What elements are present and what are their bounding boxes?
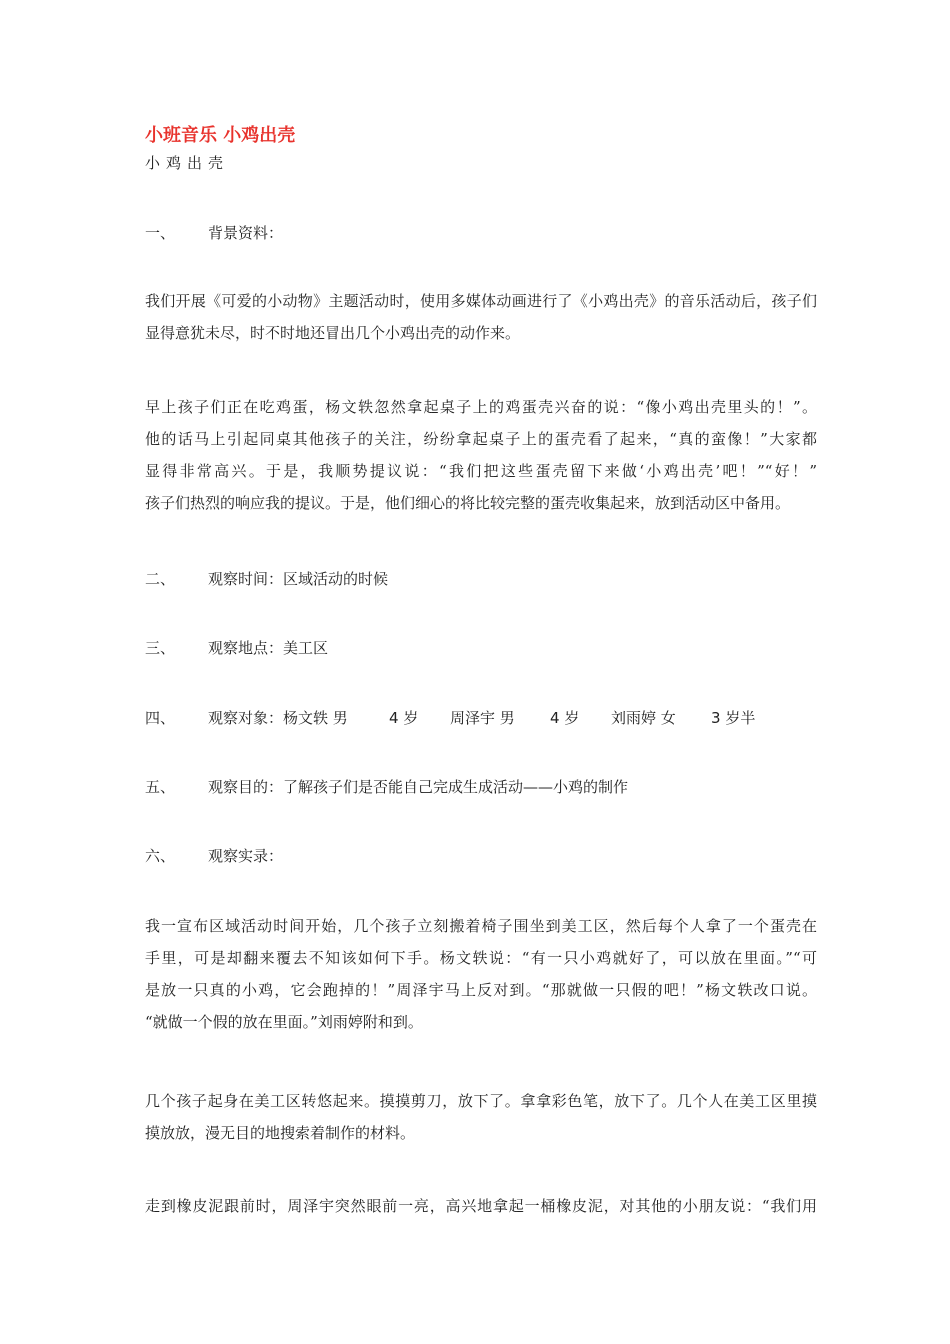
document-subtitle: 小鸡出壳 <box>145 154 230 172</box>
paragraph-line: 摸放放，漫无目的地搜索着制作的材料。 <box>145 1124 416 1142</box>
section-number: 三、 <box>145 639 176 657</box>
section-number: 一、 <box>145 224 176 242</box>
section-label: 观察对象：杨文轶 男 <box>208 709 348 727</box>
section-heading-1 <box>145 222 283 244</box>
paragraph-line: 是放一只真的小鸡，它会跑掉的！”周泽宇马上反对到。“那就做一只假的吧！”杨文轶改口说。 <box>145 981 817 999</box>
section-number: 二、 <box>145 570 176 588</box>
age-value: 4 <box>550 709 560 727</box>
section-number: 六、 <box>145 847 176 865</box>
paragraph-record-2 <box>145 1085 817 1149</box>
paragraph-line: 显得非常高兴。于是，我顺势提议说：“我们把这些蛋壳留下来做‘小鸡出壳’吧！”“好！” <box>145 462 817 480</box>
paragraph-line: 几个孩子起身在美工区转悠起来。摸摸剪刀，放下了。拿拿彩色笔，放下了。几个人在美工区里摸 <box>145 1092 817 1110</box>
section-number: 四、 <box>145 709 176 727</box>
section-heading-6 <box>145 845 283 867</box>
section-label: 观察目的：了解孩子们是否能自己完成生成活动——小鸡的制作 <box>208 778 629 796</box>
age-value: 3 <box>711 709 721 727</box>
age-unit: 岁 <box>564 709 580 727</box>
section-heading-3 <box>145 637 328 659</box>
paragraph-line: 早上孩子们正在吃鸡蛋，杨文轶忽然拿起桌子上的鸡蛋壳兴奋的说：“像小鸡出壳里头的！”。 <box>145 398 817 416</box>
observation-age-1 <box>389 707 418 729</box>
child-name: 周泽宇 男 <box>450 709 515 727</box>
section-label: 观察地点：美工区 <box>208 639 329 657</box>
section-number: 五、 <box>145 778 176 796</box>
section-heading-2 <box>145 568 388 590</box>
age-value: 4 <box>389 709 399 727</box>
paragraph-line: 我一宣布区域活动时间开始，几个孩子立刻搬着椅子围坐到美工区，然后每个人拿了一个蛋壳在 <box>145 917 817 935</box>
paragraph-record-1 <box>145 910 817 1038</box>
age-unit: 岁 <box>403 709 419 727</box>
paragraph-line: “就做一个假的放在里面。”刘雨婷附和到。 <box>145 1013 423 1031</box>
age-unit: 岁半 <box>725 709 756 727</box>
section-label: 观察时间：区域活动的时候 <box>208 570 389 588</box>
paragraph-background-1 <box>145 285 817 349</box>
paragraph-line: 走到橡皮泥跟前时，周泽宇突然眼前一亮，高兴地拿起一桶橡皮泥，对其他的小朋友说：“我们用 <box>145 1197 817 1215</box>
observation-child-2 <box>450 707 515 729</box>
document-title: 小班音乐 小鸡出壳 <box>145 125 296 146</box>
paragraph-line: 孩子们热烈的响应我的提议。于是，他们细心的将比较完整的蛋壳收集起来，放到活动区中备用。 <box>145 494 791 512</box>
section-label: 背景资料： <box>208 224 284 242</box>
paragraph-line: 我们开展《可爱的小动物》主题活动时，使用多媒体动画进行了《小鸡出壳》的音乐活动后，孩子们 <box>145 292 817 310</box>
section-heading-5 <box>145 776 628 798</box>
paragraph-line: 手里，可是却翻来覆去不知该如何下手。杨文轶说：“有一只小鸡就好了，可以放在里面。”“可 <box>145 949 817 967</box>
child-name: 刘雨婷 女 <box>611 709 676 727</box>
paragraph-background-2 <box>145 391 817 519</box>
section-label: 观察实录： <box>208 847 284 865</box>
section-heading-4 <box>145 707 348 729</box>
paragraph-record-3 <box>145 1190 817 1222</box>
observation-child-3 <box>611 707 676 729</box>
paragraph-line: 显得意犹未尽，时不时地还冒出几个小鸡出壳的动作来。 <box>145 324 521 342</box>
observation-age-3 <box>711 707 755 729</box>
paragraph-line: 他的话马上引起同桌其他孩子的关注，纷纷拿起桌子上的蛋壳看了起来，“真的蛮像！”大家都 <box>145 430 817 448</box>
observation-age-2 <box>550 707 579 729</box>
